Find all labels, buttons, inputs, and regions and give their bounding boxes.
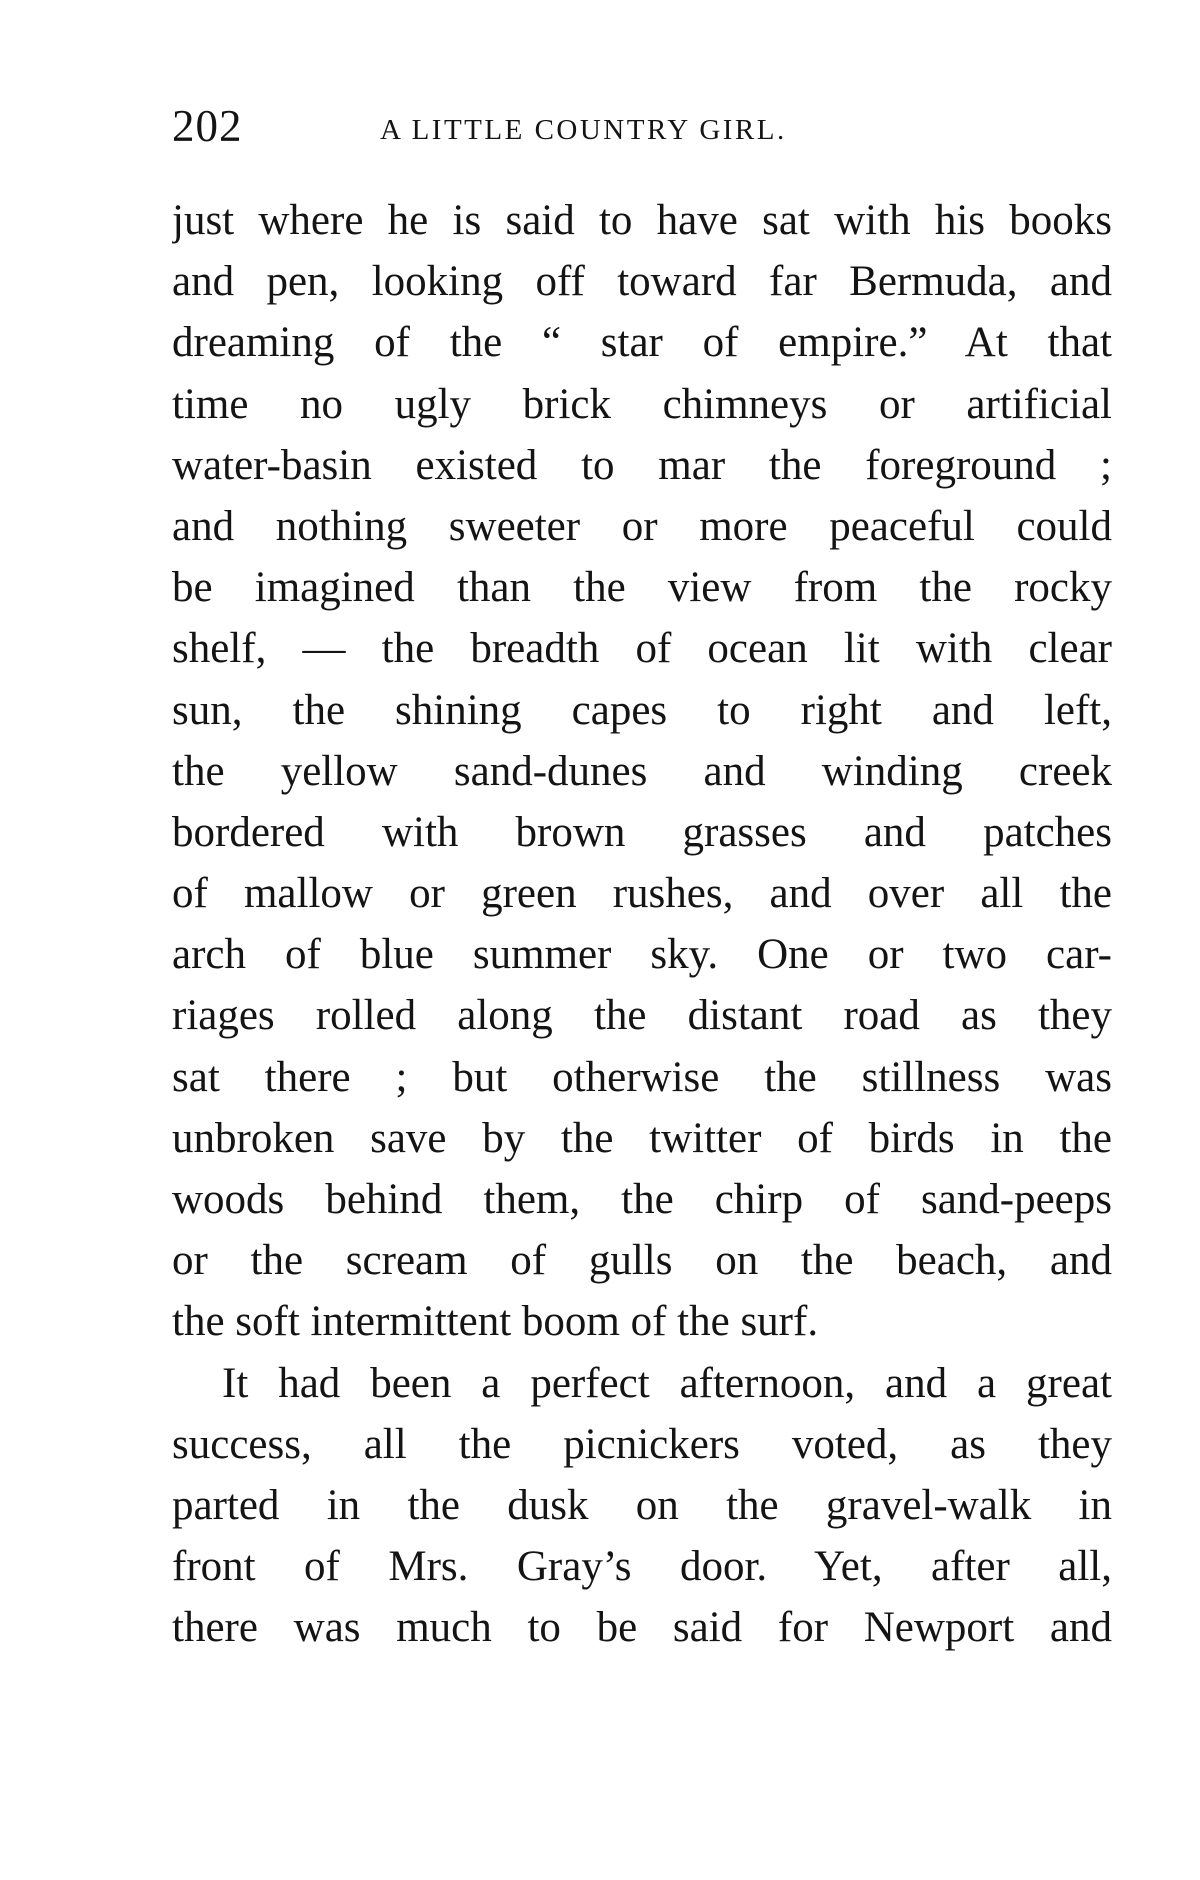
text-line: there was much to be said for Newport and	[172, 1604, 1112, 1652]
running-title: A LITTLE COUNTRY GIRL.	[380, 114, 787, 146]
text-line: of mallow or green rushes, and over all the	[172, 870, 1112, 918]
text-line: woods behind them, the chirp of sand-peeps	[172, 1176, 1112, 1223]
page-number: 202	[172, 101, 243, 151]
text-line: success, all the picnickers voted, as they	[172, 1420, 1112, 1468]
paragraph-2	[172, 1353, 1112, 1659]
text-line: sun, the shining capes to right and left,	[172, 686, 1112, 734]
text-line: be imagined than the view from the rocky	[172, 564, 1112, 612]
text-line: unbroken save by the twitter of birds in the	[172, 1114, 1112, 1162]
text-line: front of Mrs. Gray’s door. Yet, after all,	[172, 1543, 1112, 1591]
text-line: or the scream of gulls on the beach, and	[172, 1237, 1112, 1285]
text-line: and nothing sweeter or more peaceful could	[172, 502, 1112, 550]
text-line: It had been a perfect afternoon, and a great	[222, 1359, 1112, 1407]
text-line: parted in the dusk on the gravel-walk in	[172, 1481, 1112, 1529]
text-line: the yellow sand-dunes and winding creek	[172, 747, 1112, 795]
text-line: and pen, looking off toward far Bermuda, and	[172, 258, 1112, 306]
text-line: bordered with brown grasses and patches	[172, 808, 1112, 856]
text-line: dreaming of the “ star of empire.” At that	[172, 319, 1112, 367]
paragraph-1	[172, 190, 1112, 1353]
text-line: sat there ; but otherwise the stillness was	[172, 1053, 1112, 1101]
text-line: the soft intermittent boom of the surf.	[172, 1298, 819, 1346]
body-text	[172, 190, 1112, 1659]
text-line: arch of blue summer sky. One or two car-	[172, 931, 1112, 979]
running-head	[172, 96, 1112, 156]
text-line: shelf, — the breadth of ocean lit with clear	[172, 625, 1112, 673]
text-line: riages rolled along the distant road as they	[172, 992, 1112, 1040]
text-line: time no ugly brick chimneys or artificial	[172, 380, 1112, 428]
text-line: water-basin existed to mar the foreground ;	[172, 441, 1112, 489]
text-line: just where he is said to have sat with his books	[172, 197, 1112, 244]
